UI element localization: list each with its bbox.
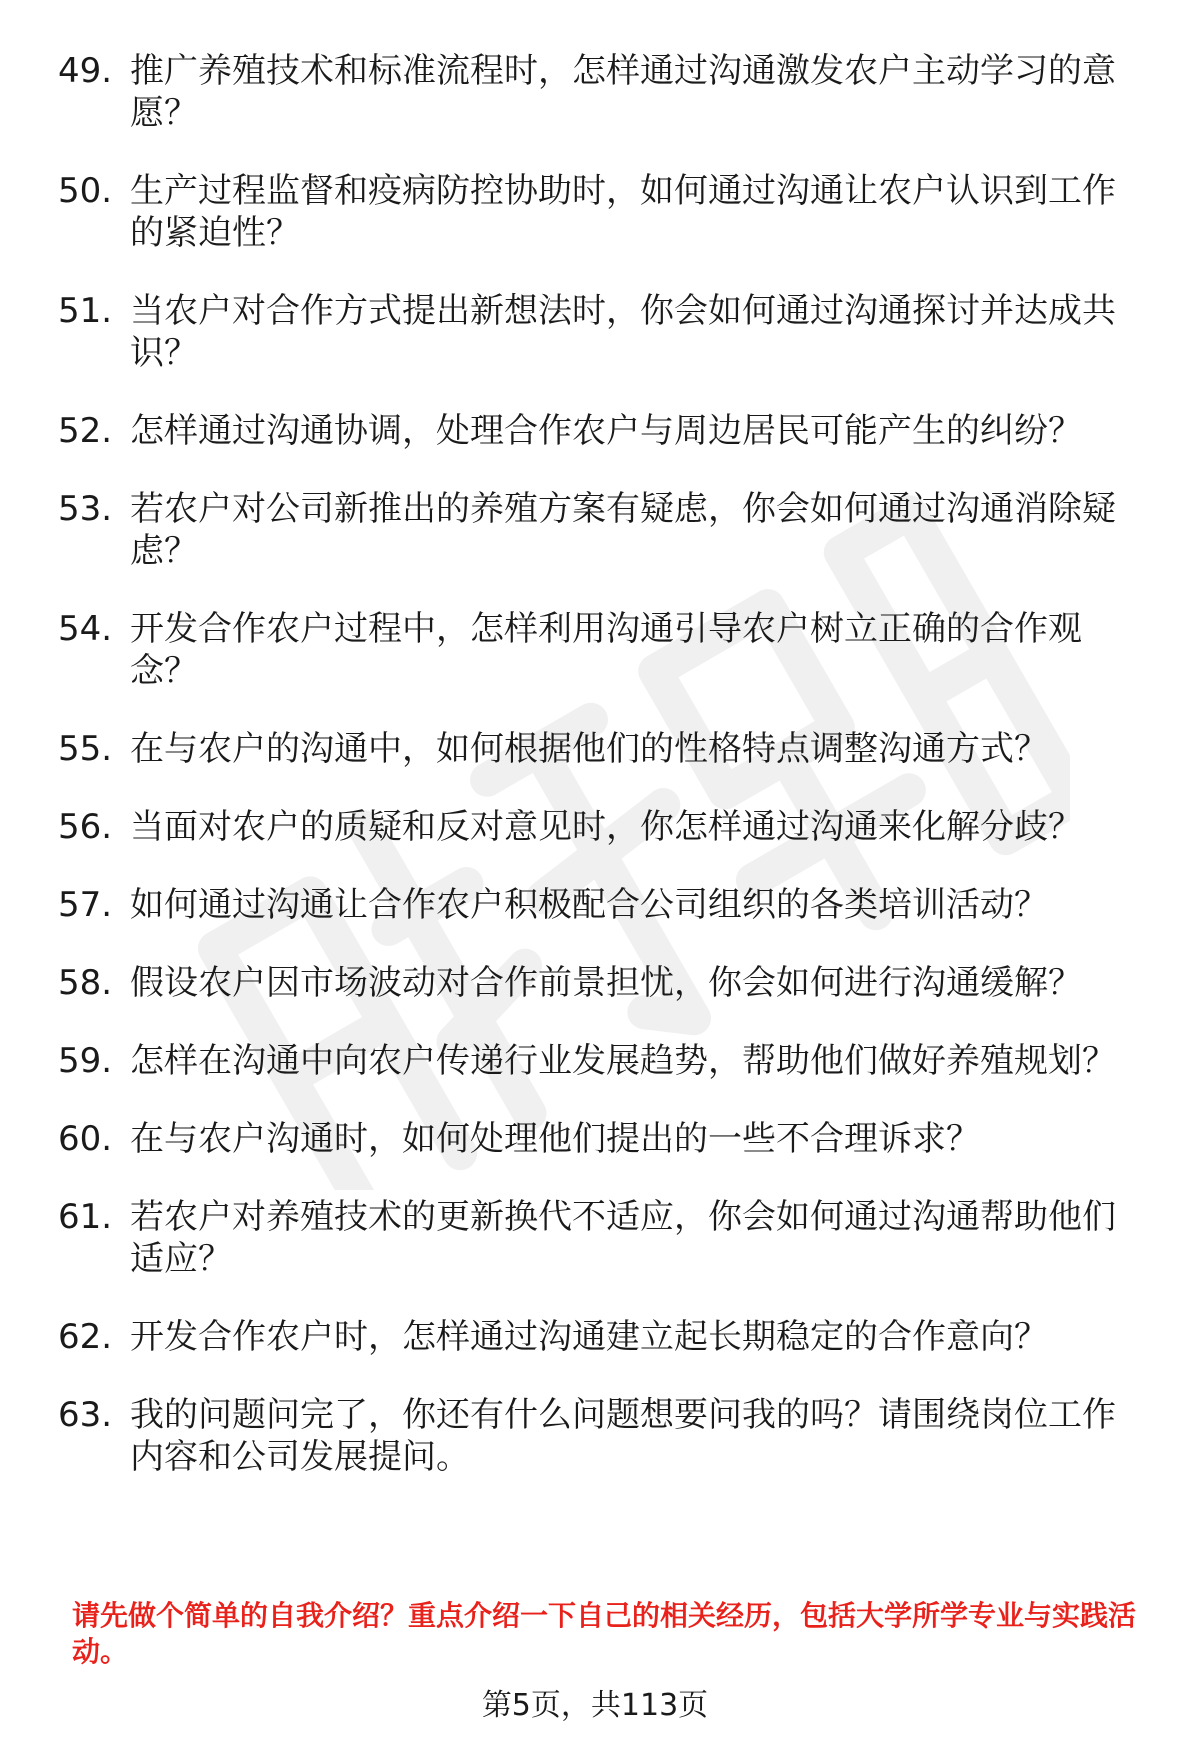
question-text: 假设农户因市场波动对合作前景担忧，你会如何进行沟通缓解？ xyxy=(130,963,1082,1003)
question-item xyxy=(58,290,1148,374)
question-number: 50. xyxy=(58,171,113,211)
question-item xyxy=(58,962,1148,1004)
question-item xyxy=(58,1040,1148,1082)
question-number: 60. xyxy=(58,1119,113,1159)
question-item xyxy=(58,1118,1148,1160)
question-text: 开发合作农户时，怎样通过沟通建立起长期稳定的合作意向？ xyxy=(130,1317,1048,1357)
question-item xyxy=(58,1316,1148,1358)
question-text: 怎样在沟通中向农户传递行业发展趋势，帮助他们做好养殖规划？ xyxy=(130,1041,1116,1081)
question-number: 59. xyxy=(58,1041,113,1081)
question-item xyxy=(58,410,1148,452)
question-text: 当面对农户的质疑和反对意见时，你怎样通过沟通来化解分歧？ xyxy=(130,807,1082,847)
question-text: 在与农户的沟通中，如何根据他们的性格特点调整沟通方式？ xyxy=(130,729,1048,769)
question-text: 我的问题问完了，你还有什么问题想要问我的吗？请围绕岗位工作内容和公司发展提问。 xyxy=(130,1395,1116,1477)
question-item xyxy=(58,1196,1148,1280)
question-number: 51. xyxy=(58,291,113,331)
question-list xyxy=(58,50,1148,1514)
question-number: 56. xyxy=(58,807,113,847)
question-text: 怎样通过沟通协调，处理合作农户与周边居民可能产生的纠纷？ xyxy=(130,411,1082,451)
question-number: 62. xyxy=(58,1317,113,1357)
question-text: 若农户对公司新推出的养殖方案有疑虑，你会如何通过沟通消除疑虑？ xyxy=(130,489,1116,571)
closing-note: 请先做个简单的自我介绍？重点介绍一下自己的相关经历，包括大学所学专业与实践活动。 xyxy=(72,1599,1137,1668)
question-text: 在与农户沟通时，如何处理他们提出的一些不合理诉求？ xyxy=(130,1119,980,1159)
question-number: 52. xyxy=(58,411,113,451)
question-number: 53. xyxy=(58,489,113,529)
page-number-footer: 第5页，共113页 xyxy=(481,1688,709,1723)
question-item xyxy=(58,488,1148,572)
question-number: 58. xyxy=(58,963,113,1003)
question-text: 如何通过沟通让合作农户积极配合公司组织的各类培训活动？ xyxy=(130,885,1048,925)
question-text: 当农户对合作方式提出新想法时，你会如何通过沟通探讨并达成共识？ xyxy=(130,291,1116,373)
question-number: 63. xyxy=(58,1395,113,1435)
question-item xyxy=(58,1394,1148,1478)
question-number: 55. xyxy=(58,729,113,769)
question-item xyxy=(58,50,1148,134)
question-number: 49. xyxy=(58,51,113,91)
question-item xyxy=(58,884,1148,926)
question-item xyxy=(58,728,1148,770)
question-text: 开发合作农户过程中，怎样利用沟通引导农户树立正确的合作观念？ xyxy=(130,609,1082,691)
question-item xyxy=(58,608,1148,692)
question-number: 61. xyxy=(58,1197,113,1237)
question-text: 若农户对养殖技术的更新换代不适应，你会如何通过沟通帮助他们适应？ xyxy=(130,1197,1116,1279)
question-number: 54. xyxy=(58,609,113,649)
question-item xyxy=(58,806,1148,848)
question-text: 生产过程监督和疫病防控协助时，如何通过沟通让农户认识到工作的紧迫性？ xyxy=(130,171,1116,253)
question-number: 57. xyxy=(58,885,113,925)
question-text: 推广养殖技术和标准流程时，怎样通过沟通激发农户主动学习的意愿？ xyxy=(130,51,1116,133)
question-item xyxy=(58,170,1148,254)
